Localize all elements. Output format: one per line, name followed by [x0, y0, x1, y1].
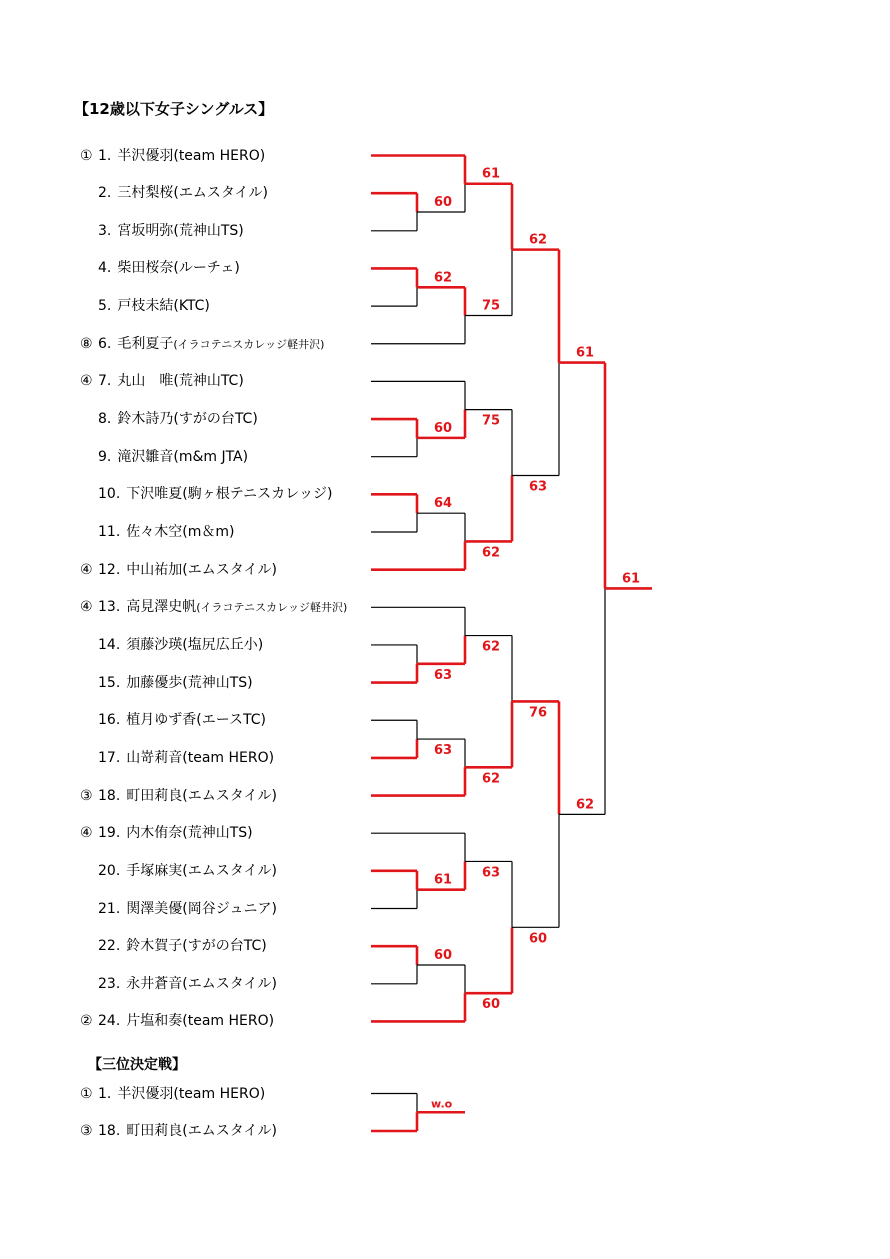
- player-name: 内木侑奈: [126, 825, 183, 842]
- match-score: 62: [434, 270, 453, 286]
- player-name: 戸枝未結: [117, 298, 174, 315]
- player-number: 2.: [98, 185, 112, 202]
- player-club: (荒神山TS): [182, 825, 253, 842]
- player-number: 15.: [98, 674, 121, 691]
- player-number: 9.: [98, 448, 112, 465]
- match-score: 60: [482, 997, 501, 1013]
- player-club: (駒ヶ根テニスカレッジ): [182, 486, 333, 503]
- player-number: 18.: [98, 1123, 121, 1139]
- player-number: 5.: [98, 298, 112, 315]
- player-name: 山嵜莉音: [126, 749, 183, 766]
- player-number: 3.: [98, 222, 112, 239]
- player-number: 10.: [98, 486, 121, 503]
- player-name: 柴田桜奈: [117, 260, 174, 277]
- player-club: (イラコテニスカレッジ軽井沢): [196, 601, 348, 615]
- player-name: 町田莉良: [126, 1123, 183, 1139]
- match-score: 61: [576, 345, 595, 361]
- player-number: 12.: [98, 561, 121, 578]
- player-name: 植月ゆず香: [126, 712, 197, 729]
- player-seed: ①: [80, 1085, 93, 1102]
- player-club: (すがの台TC): [182, 938, 267, 955]
- player-club: (エムスタイル): [173, 185, 269, 202]
- player-number: 21.: [98, 900, 121, 917]
- player-number: 13.: [98, 599, 121, 616]
- player-name: 宮坂明弥: [117, 222, 174, 239]
- player-number: 24.: [98, 1013, 121, 1030]
- player-club: (塩尻広丘小): [182, 636, 264, 653]
- player-seed: ④: [80, 561, 93, 578]
- player-number: 11.: [98, 524, 121, 540]
- player-name: 片塩和奏: [126, 1013, 183, 1030]
- player-number: 1.: [98, 1085, 112, 1102]
- player-name: 高見澤史帆: [126, 599, 197, 616]
- player-number: 22.: [98, 938, 121, 955]
- match-score: 60: [434, 420, 453, 436]
- match-score: 61: [622, 571, 641, 587]
- player-seed: ⑧: [80, 335, 93, 352]
- player-seed: ①: [80, 147, 93, 164]
- player-club: (m＆m): [182, 524, 235, 540]
- player-club: (m&m JTA): [173, 448, 249, 465]
- player-club: (エムスタイル): [182, 862, 277, 879]
- match-score: 63: [529, 479, 548, 495]
- player-name: 須藤沙瑛: [126, 636, 183, 653]
- player-name: 滝沢雛音: [117, 448, 174, 465]
- player-club: (team HERO): [182, 1013, 275, 1030]
- player-number: 14.: [98, 636, 121, 653]
- match-score: 63: [482, 865, 501, 881]
- player-name: 加藤優歩: [126, 674, 183, 691]
- player-name: 中山祐加: [126, 561, 183, 578]
- player-club: (エースTC): [196, 712, 266, 729]
- player-name: 手塚麻実: [126, 862, 183, 879]
- player-name: 毛利夏子: [117, 335, 174, 352]
- player-number: 16.: [98, 712, 121, 729]
- player-number: 19.: [98, 825, 121, 842]
- match-score: 60: [434, 947, 453, 963]
- player-club: (岡谷ジュニア): [182, 900, 277, 917]
- player-seed: ③: [80, 787, 93, 804]
- page-title: 【12歳以下女子シングルス】: [74, 100, 274, 118]
- match-score: 62: [482, 545, 501, 561]
- player-seed: ④: [80, 825, 93, 842]
- player-seed: ④: [80, 373, 93, 390]
- third-place-score: w.o: [431, 1097, 453, 1111]
- player-club: (KTC): [173, 298, 210, 315]
- player-club: (荒神山TS): [182, 674, 253, 691]
- match-score: 62: [529, 232, 548, 248]
- player-number: 20.: [98, 862, 121, 879]
- player-seed: ④: [80, 599, 93, 616]
- player-club: (エムスタイル): [182, 975, 277, 992]
- player-club: (team HERO): [173, 1085, 266, 1102]
- player-number: 23.: [98, 975, 121, 992]
- player-club: (荒神山TC): [173, 373, 244, 390]
- player-name: 佐々木空: [126, 524, 183, 540]
- player-number: 6.: [98, 335, 112, 352]
- player-name: 半沢優羽: [117, 1085, 174, 1102]
- player-club: (イラコテニスカレッジ軽井沢): [173, 337, 325, 351]
- player-name: 鈴木賀子: [126, 938, 183, 955]
- third-place-title: 【三位決定戦】: [88, 1057, 186, 1073]
- player-name: 関澤美優: [126, 900, 183, 917]
- match-score: 63: [434, 743, 453, 759]
- match-score: 60: [434, 194, 453, 210]
- player-name: 三村梨桜: [117, 185, 174, 202]
- player-club: (すがの台TC): [173, 411, 258, 428]
- player-club: (team HERO): [182, 749, 275, 766]
- match-score: 75: [482, 413, 501, 429]
- match-score: 60: [529, 931, 548, 947]
- player-seed: ③: [80, 1123, 93, 1139]
- player-number: 4.: [98, 260, 112, 277]
- player-number: 1.: [98, 147, 112, 164]
- player-name: 鈴木詩乃: [117, 411, 174, 428]
- match-score: 64: [434, 496, 453, 512]
- match-score: 61: [434, 872, 453, 888]
- player-club: (ルーチェ): [173, 260, 240, 277]
- player-club: (team HERO): [173, 147, 266, 164]
- player-number: 7.: [98, 373, 112, 390]
- match-score: 75: [482, 298, 501, 314]
- player-club: (エムスタイル): [182, 787, 277, 804]
- player-number: 18.: [98, 787, 121, 804]
- match-score: 76: [529, 705, 548, 721]
- player-club: (エムスタイル): [182, 1123, 277, 1139]
- player-seed: ②: [80, 1013, 93, 1030]
- player-name: 半沢優羽: [117, 147, 174, 164]
- match-score: 63: [434, 667, 453, 683]
- match-score: 61: [482, 166, 501, 182]
- player-name: 丸山 唯: [117, 373, 174, 390]
- player-name: 永井蒼音: [126, 975, 183, 992]
- player-number: 17.: [98, 749, 121, 766]
- player-club: (荒神山TS): [173, 222, 244, 239]
- player-number: 8.: [98, 411, 112, 428]
- match-score: 62: [482, 771, 501, 787]
- player-club: (エムスタイル): [182, 561, 277, 578]
- match-score: 62: [576, 797, 595, 813]
- player-name: 下沢唯夏: [126, 486, 183, 503]
- match-score: 62: [482, 639, 501, 655]
- player-name: 町田莉良: [126, 787, 183, 804]
